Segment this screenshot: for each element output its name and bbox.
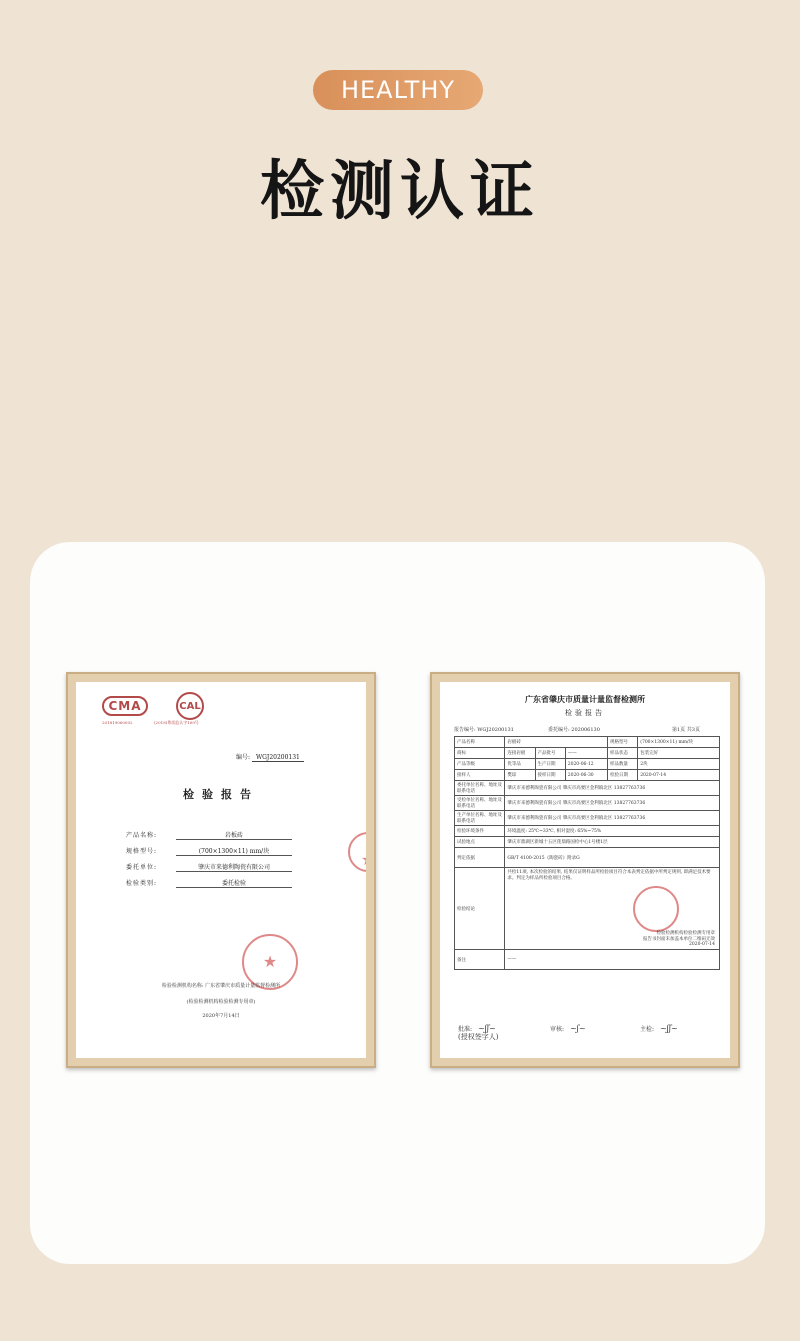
table-cell: 委托单位名称、地址及联系电话 xyxy=(455,781,505,796)
field-label: 委托单位: xyxy=(126,864,158,871)
field-label: 规格型号: xyxy=(126,848,158,855)
page-title: 检测认证 xyxy=(260,155,540,229)
approver-label: 批准: xyxy=(458,1026,473,1033)
table-cell: —— xyxy=(505,950,720,970)
official-stamp xyxy=(633,886,679,932)
table-cell: 2020-07-14 xyxy=(638,770,720,781)
table-cell: 样品状态 xyxy=(608,748,638,759)
table-cell: 试验地点 xyxy=(455,837,505,848)
cma-logo: CMA xyxy=(102,696,148,716)
handwritten-signature: ~ʃ~ xyxy=(569,1024,586,1033)
table-row xyxy=(455,811,720,826)
table-cell: 检验结论 xyxy=(455,868,505,950)
table-cell: 接样日期 xyxy=(535,770,565,781)
page-count: 第1页 共3页 xyxy=(672,727,700,733)
issuing-organization: 检验检测机构名称: 广东省肇庆市质量计量监督检测所 xyxy=(161,983,281,989)
approver-signature xyxy=(458,1024,498,1041)
table-cell: 生产日期 xyxy=(535,759,565,770)
table-cell: 检验环境条件 xyxy=(455,826,505,837)
cal-logo: CAL xyxy=(176,692,204,720)
conclusion-text: 共检11项, 本次检验的结果, 结果仅证明样品所检验项目符合本表判定依据中所判定规则, 即满足技术要求。判定为样品所检验项目合格。 xyxy=(507,870,711,881)
table-row xyxy=(455,950,720,970)
stamp-caption xyxy=(643,930,715,947)
table-cell: 肇庆市来德利陶瓷有限公司 肇庆市高要区金利镇北区 13827763736 xyxy=(505,781,720,796)
table-cell: 判定依据 xyxy=(455,848,505,868)
table-cell: 生产单位名称、地址及联系电话 xyxy=(455,811,505,826)
org-name: 广东省肇庆市质量计量监督检测所 xyxy=(525,694,645,704)
field-spec xyxy=(126,846,292,856)
inspection-report-detail xyxy=(440,682,730,1058)
table-cell: 连接岩板 xyxy=(505,748,535,759)
table-cell: 包装完好 xyxy=(638,748,720,759)
approver-sub-label: (授权签字人) xyxy=(458,1033,499,1041)
field-type xyxy=(126,878,292,888)
table-cell: 2块 xyxy=(638,759,720,770)
table-cell: 产品名称 xyxy=(455,737,505,748)
table-cell: 检验日期 xyxy=(608,770,638,781)
table-cell: 环境温度: 25℃~33℃, 相对湿度: 65%~75% xyxy=(505,826,720,837)
certificate-card xyxy=(30,542,765,1264)
table-cell: 产品等级 xyxy=(455,759,505,770)
table-cell: 樊琼 xyxy=(505,770,535,781)
stamp-note: 检验检测机构检验检测专用章 xyxy=(656,931,715,936)
table-row xyxy=(455,837,720,848)
table-cell: 优等品 xyxy=(505,759,535,770)
field-value: 肇庆市来德利陶瓷有限公司 xyxy=(176,862,292,872)
table-cell: 2020-06-12 xyxy=(565,759,607,770)
report-number-value: WGJ20200131 xyxy=(252,754,304,762)
table-cell: 规格型号 xyxy=(608,737,638,748)
table-cell: 肇庆市来德利陶瓷有限公司 肇庆市高要区金利镇北区 13827763736 xyxy=(505,811,720,826)
preparer-label: 主检: xyxy=(640,1026,655,1033)
table-cell: 备注 xyxy=(455,950,505,970)
report-title: 检验报告 xyxy=(565,709,605,717)
table-cell: 样品数量 xyxy=(608,759,638,770)
issue-date: 2020年7月14日 xyxy=(202,1013,240,1019)
report-number xyxy=(236,752,304,761)
table-cell: (700×1300×11) mm/块 xyxy=(638,737,720,748)
table-row xyxy=(455,759,720,770)
field-product-name xyxy=(126,830,292,840)
field-value: (700×1300×11) mm/块 xyxy=(176,846,292,856)
table-row xyxy=(455,770,720,781)
cma-logo-number: 201819060002 xyxy=(102,720,133,725)
preparer-signature xyxy=(640,1024,678,1033)
field-client xyxy=(126,862,292,872)
field-value: 岩板砖 xyxy=(176,830,292,840)
edge-stamp xyxy=(348,832,366,872)
healthy-badge: HEALTHY xyxy=(313,70,483,110)
cal-logo-number: (2018)粤质监认字169号 xyxy=(154,720,199,725)
inspection-report-cover xyxy=(76,682,366,1058)
table-cell: 受检单位名称、地址及联系电话 xyxy=(455,796,505,811)
stamp-note: (检验检测机构检验检测专用章) xyxy=(186,999,256,1005)
table-cell: 肇庆市鼎湖区新城十五区莲鼎路国检中心1号楼1层 xyxy=(505,837,720,848)
table-row xyxy=(455,748,720,759)
table-cell: 岩板砖 xyxy=(505,737,608,748)
report-number-label: 编号: xyxy=(236,754,251,761)
table-row xyxy=(455,781,720,796)
field-value: 委托检验 xyxy=(176,878,292,888)
stamp-date: 2020-07-14 xyxy=(689,942,715,947)
table-row xyxy=(455,796,720,811)
report-title: 检验报告 xyxy=(183,788,259,801)
report-number: 报告编号: WGJ20200131 xyxy=(454,727,514,733)
stamp-address: 报告书封面未加盖本单位二维码无效 xyxy=(643,937,715,942)
table-cell: 商标 xyxy=(455,748,505,759)
reviewer-signature xyxy=(550,1024,586,1033)
handwritten-signature: ~ʃʃ~ xyxy=(477,1024,496,1033)
table-cell: —— xyxy=(565,748,607,759)
table-row xyxy=(455,868,720,950)
report-table xyxy=(454,736,720,970)
entrust-number: 委托编号: 202006130 xyxy=(548,727,600,733)
left-certificate-frame xyxy=(66,672,376,1068)
conclusion-cell xyxy=(505,868,720,950)
table-cell: 产品批号 xyxy=(535,748,565,759)
table-cell: 2020-06-30 xyxy=(565,770,607,781)
reviewer-label: 审核: xyxy=(550,1026,565,1033)
table-row xyxy=(455,737,720,748)
table-row xyxy=(455,826,720,837)
field-label: 产品名称: xyxy=(126,832,158,839)
right-certificate-frame xyxy=(430,672,740,1068)
field-label: 检验类别: xyxy=(126,880,158,887)
table-row xyxy=(455,848,720,868)
table-cell: 接样人 xyxy=(455,770,505,781)
handwritten-signature: ~ʃʃ~ xyxy=(659,1024,678,1033)
table-cell: 肇庆市来德利陶瓷有限公司 肇庆市高要区金利镇北区 13827763736 xyxy=(505,796,720,811)
table-cell: GB/T 4100-2015《陶瓷砖》附录G xyxy=(505,848,720,868)
